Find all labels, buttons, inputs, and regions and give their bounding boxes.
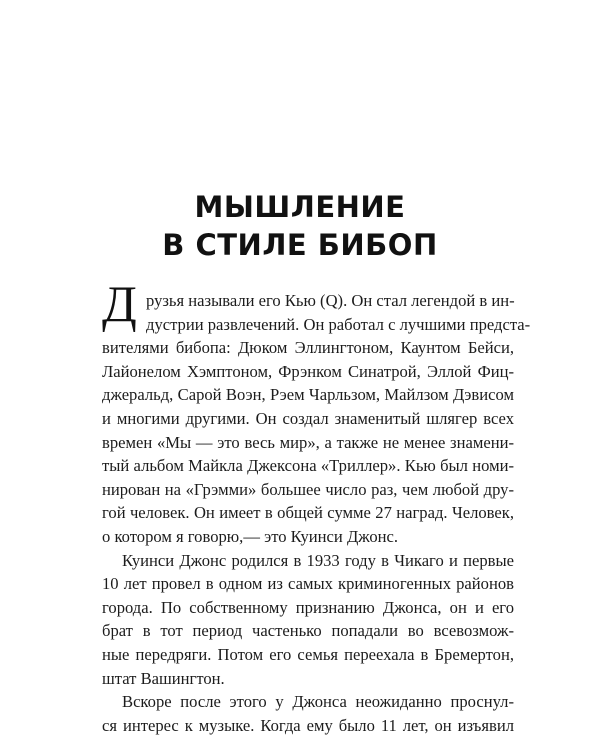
paragraph-1-line-11: о котором я говорю,— это Куинси Джонс.: [102, 526, 399, 546]
paragraph-2-line-4: брат в тот период частенько попадали во всевозмож-: [102, 621, 514, 641]
paragraph-1-line-4: Лайонелом Хэмптоном, Фрэнком Синатрой, Эллой Фиц-: [102, 361, 514, 381]
paragraph-3-line-2: ся интерес к музыке. Когда ему было 11 лет, он изъявил: [102, 715, 514, 735]
paragraph-2-line-3: города. По собственному признанию Джонса, он и его: [102, 597, 514, 617]
paragraph-1-line-1: рузья называли его Кью (Q). Он стал легендой в ин-: [146, 291, 515, 310]
paragraph-1-line-7: времен «Мы — это весь мир», а также не менее знамени-: [102, 432, 514, 452]
paragraph-2-line-5: ные передряги. Потом его семья переехала в Бремертон,: [102, 644, 514, 664]
paragraph-1-line-8: тый альбом Майкла Джексона «Триллер». Кью был номи-: [102, 456, 514, 476]
paragraph-1-line-2: дустрии развлечений. Он работал с лучшими предста-: [146, 314, 531, 334]
paragraph-2-line-6: штат Вашингтон.: [102, 668, 225, 688]
paragraph-1-line-9: нирован на «Грэмми» большее число раз, чем любой дру-: [102, 479, 514, 499]
chapter-title-line-1: МЫШЛЕНИЕ: [194, 190, 406, 224]
body-text: [102, 289, 531, 737]
paragraph-3-line-1: Вскоре после этого у Джонса неожиданно проснул-: [122, 692, 514, 712]
chapter-title-line-2: В СТИЛЕ БИБОП: [162, 228, 438, 262]
drop-cap: Д: [102, 277, 137, 333]
paragraph-1-line-5: джеральд, Сарой Воэн, Рэем Чарльзом, Майлзом Дэвисом: [102, 385, 514, 405]
paragraph-1-line-6: и многими другими. Он создал знаменитый шлягер всех: [102, 408, 514, 428]
paragraph-1-line-10: гой человек. Он имеет в общей сумме 27 наград. Человек,: [102, 503, 514, 523]
paragraph-2-line-2: 10 лет провел в одном из самых криминогенных районов: [102, 574, 514, 594]
paragraph-1-line-3: вителями бибопа: Дюком Эллингтоном, Каунтом Бейси,: [102, 338, 514, 358]
paragraph-2-line-1: Куинси Джонс родился в 1933 году в Чикаго и первые: [122, 550, 514, 570]
